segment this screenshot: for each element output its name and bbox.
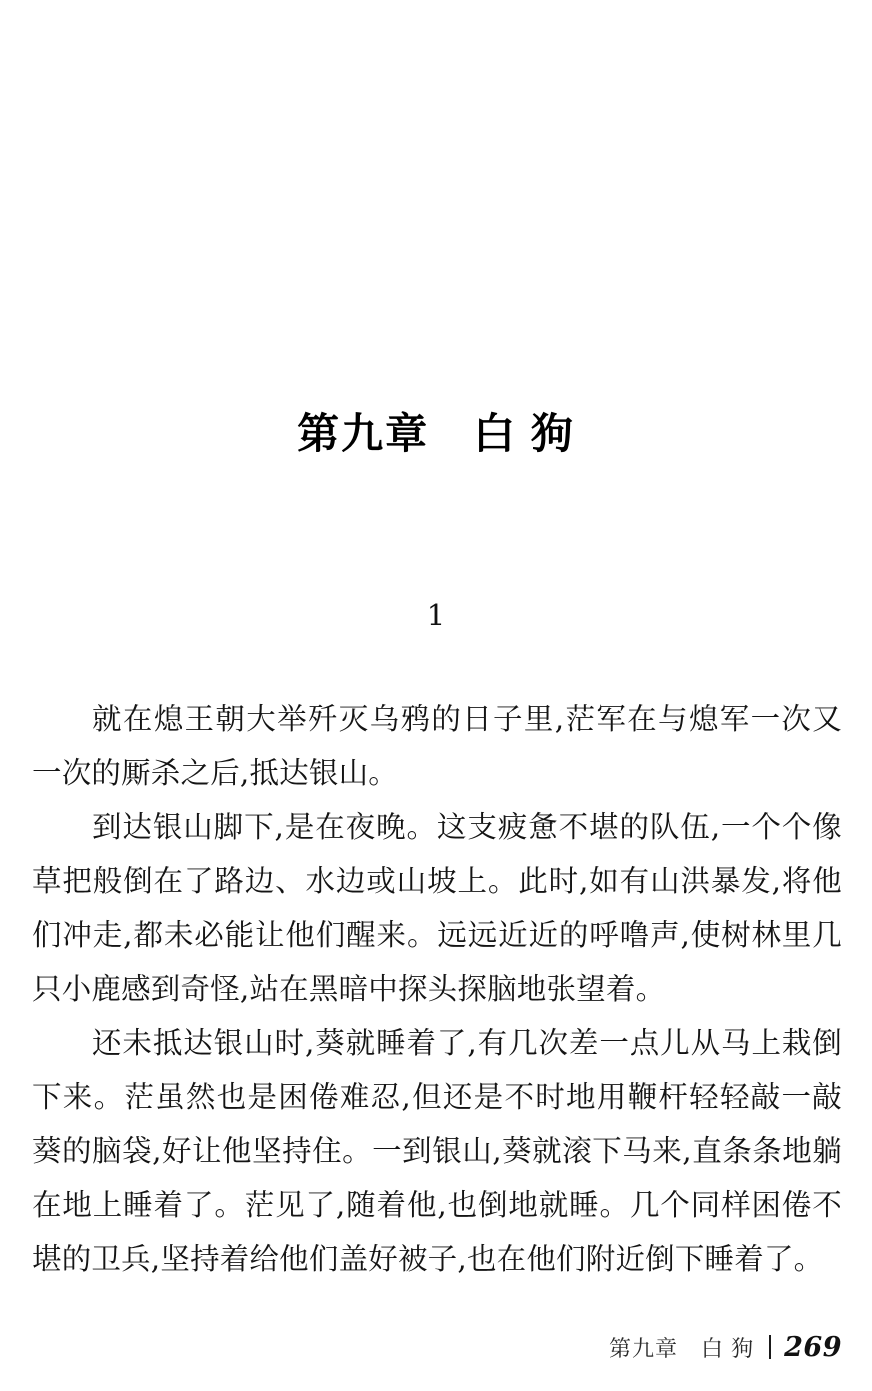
section-number: 1 <box>426 598 446 632</box>
paragraph: 到达银山脚下,是在夜晚。这支疲惫不堪的队伍,一个个像草把般倒在了路边、水边或山坡上。此时,如有山洪暴发,将他们冲走,都未必能让他们醒来。远远近近的呼噜声,使树林里几只小鹿感到奇怪,站在黑暗中探头探脑地张望着。 <box>32 810 842 1006</box>
paragraph: 还未抵达银山时,葵就睡着了,有几次差一点儿从马上栽倒下来。茫虽然也是困倦难忍,但还是不时地用鞭杆轻轻敲一敲葵的脑袋,好让他坚持住。一到银山,葵就滚下马来,直条条地躺在地上睡着了。茫见了,随着他,也倒地就睡。几个同样困倦不堪的卫兵,坚持着给他们盖好被子,也在他们附近倒下睡着了。 <box>32 1026 842 1276</box>
page-footer <box>0 1332 842 1364</box>
footer-chapter-label: 第九章 白 狗 <box>609 1336 755 1361</box>
footer-separator-icon <box>769 1335 771 1359</box>
paragraph: 就在熄王朝大举歼灭乌鸦的日子里,茫军在与熄军一次又一次的厮杀之后,抵达银山。 <box>32 702 842 790</box>
chapter-title: 第九章 白 狗 <box>297 410 575 458</box>
body-text <box>32 692 842 1286</box>
page-number: 269 <box>784 1332 842 1363</box>
